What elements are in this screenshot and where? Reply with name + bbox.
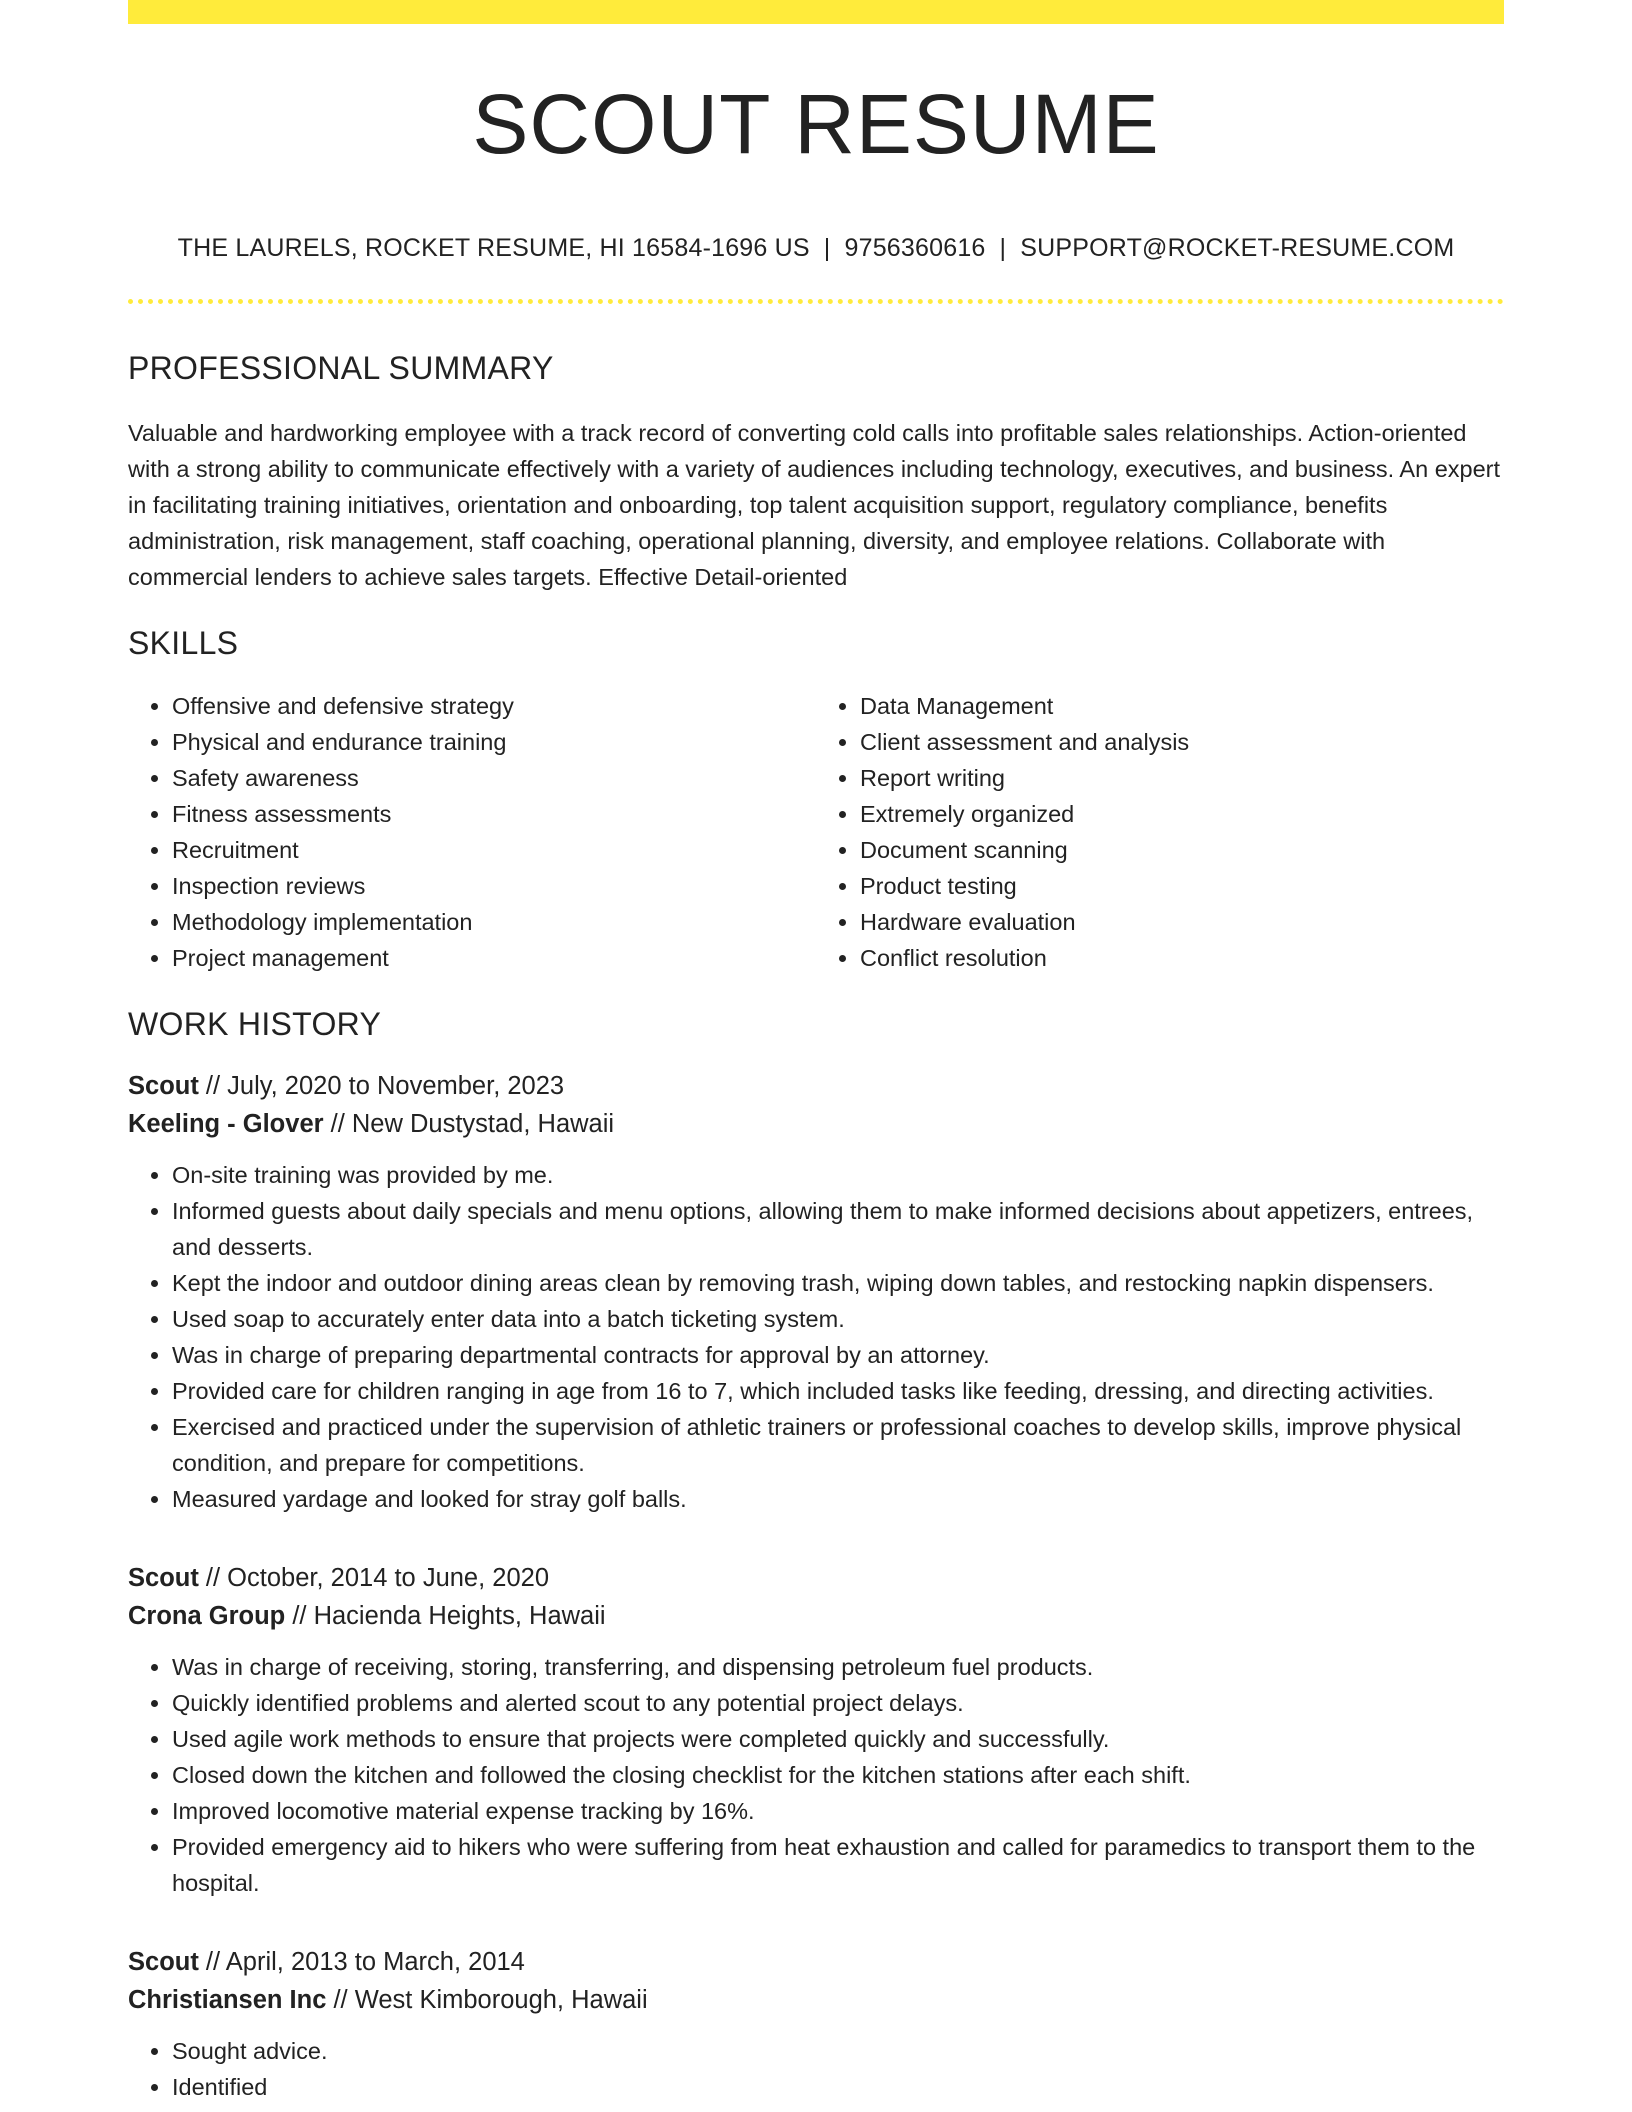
job-location: // New Dustystad, Hawaii [323,1110,615,1138]
job-location: // West Kimborough, Hawaii [326,1986,648,2014]
skills-columns [128,688,1504,976]
accent-top-bar [128,0,1504,24]
job-duty: • Measured yardage and looked for stray golf balls. [172,1481,1504,1517]
contact-separator: | [999,234,1007,262]
job-dates: // April, 2013 to March, 2014 [198,1948,525,1976]
job-company: Crona Group [128,1602,286,1630]
dotted-divider [128,299,1504,304]
work-history-section [128,1006,1504,2105]
job-duty: • On-site training was provided by me. [172,1157,1504,1193]
job-company-line [128,1105,1504,1143]
skill-item: • Hardware evaluation [860,904,1504,940]
resume-page [128,0,1504,2105]
job-company: Keeling - Glover [128,1110,324,1138]
skill-item: • Extremely organized [860,796,1504,832]
job-duty: • Exercised and practiced under the supervision of athletic trainers or professional coaches to develop skills, improve physical condition, and prepare for competitions. [172,1409,1504,1481]
work-history-heading: WORK HISTORY [128,1006,382,1042]
job-company-line [128,1597,1504,1635]
skills-section [128,625,1504,976]
summary-text: Valuable and hardworking employee with a track record of converting cold calls into profitable sales relationships. Action-oriented with a strong ability to communicate effectively with a variety of audiences including technology, executives, and business. An expert in facilitating training initiatives, orientation and onboarding, top talent acquisition support, regulatory compliance, benefits administration, risk management, staff coaching, operational planning, diversity, and employee relations. Collaborate with commercial lenders to achieve sales targets. Effective Detail-oriented [128,420,1501,590]
contact-separator: | [823,234,831,262]
job-duty: • Used agile work methods to ensure that projects were completed quickly and successfully. [172,1721,1504,1757]
job-entry [128,1559,1504,1901]
contact-email: SUPPORT@ROCKET-RESUME.COM [1020,234,1455,262]
job-dates: // October, 2014 to June, 2020 [198,1564,550,1592]
job-duty: • Closed down the kitchen and followed the closing checklist for the kitchen stations after each shift. [172,1757,1504,1793]
job-duty: • Provided care for children ranging in age from 16 to 7, which included tasks like feeding, dressing, and directing activities. [172,1373,1504,1409]
skill-item: • Safety awareness [172,760,816,796]
skills-list-left [128,688,816,976]
job-company-line [128,1981,1504,2019]
job-duties-list [128,1157,1504,1517]
skill-item: • Report writing [860,760,1504,796]
skill-item: • Conflict resolution [860,940,1504,976]
skill-item: • Offensive and defensive strategy [172,688,816,724]
job-dates: // July, 2020 to November, 2023 [198,1072,565,1100]
contact-phone: 9756360616 [844,234,986,262]
skill-item: • Fitness assessments [172,796,816,832]
summary-section [128,350,1504,595]
skill-item: • Client assessment and analysis [860,724,1504,760]
skill-item: • Inspection reviews [172,868,816,904]
job-duty: • Kept the indoor and outdoor dining areas clean by removing trash, wiping down tables, and restocking napkin dispensers. [172,1265,1504,1301]
job-duty: • Improved locomotive material expense tracking by 16%. [172,1793,1504,1829]
job-title: Scout [128,1948,199,1976]
job-entry [128,1943,1504,2105]
skill-item: • Recruitment [172,832,816,868]
job-duty: • Sought advice. [172,2033,1504,2069]
job-duty: • Provided emergency aid to hikers who were suffering from heat exhaustion and called for paramedics to transport them to the hospital. [172,1829,1504,1901]
summary-heading: PROFESSIONAL SUMMARY [128,350,554,386]
job-title-line [128,1943,1504,1981]
job-duty: • Was in charge of preparing departmental contracts for approval by an attorney. [172,1337,1504,1373]
skill-item: • Physical and endurance training [172,724,816,760]
skills-heading: SKILLS [128,625,239,661]
skills-list-right [816,688,1504,976]
skill-item: • Methodology implementation [172,904,816,940]
job-title-line [128,1559,1504,1597]
job-duties-list [128,1649,1504,1901]
job-entry [128,1067,1504,1517]
skill-item: • Data Management [860,688,1504,724]
contact-address: THE LAURELS, ROCKET RESUME, HI 16584-1696 US [177,234,810,262]
job-duties-list [128,2033,1504,2105]
skill-item: • Product testing [860,868,1504,904]
job-duty: • Was in charge of receiving, storing, transferring, and dispensing petroleum fuel products. [172,1649,1504,1685]
skill-item: • Project management [172,940,816,976]
job-location: // Hacienda Heights, Hawaii [285,1602,606,1630]
job-title-line [128,1067,1504,1105]
job-title: Scout [128,1072,199,1100]
job-company: Christiansen Inc [128,1986,327,2014]
job-duty: • Quickly identified problems and alerted scout to any potential project delays. [172,1685,1504,1721]
job-duty: • Informed guests about daily specials and menu options, allowing them to make informed decisions about appetizers, entrees, and desserts. [172,1193,1504,1265]
contact-line [128,234,1504,263]
job-duty: • Identified [172,2069,1504,2105]
job-duty: • Used soap to accurately enter data into a batch ticketing system. [172,1301,1504,1337]
resume-name: SCOUT RESUME [472,77,1160,171]
skill-item: • Document scanning [860,832,1504,868]
job-title: Scout [128,1564,199,1592]
